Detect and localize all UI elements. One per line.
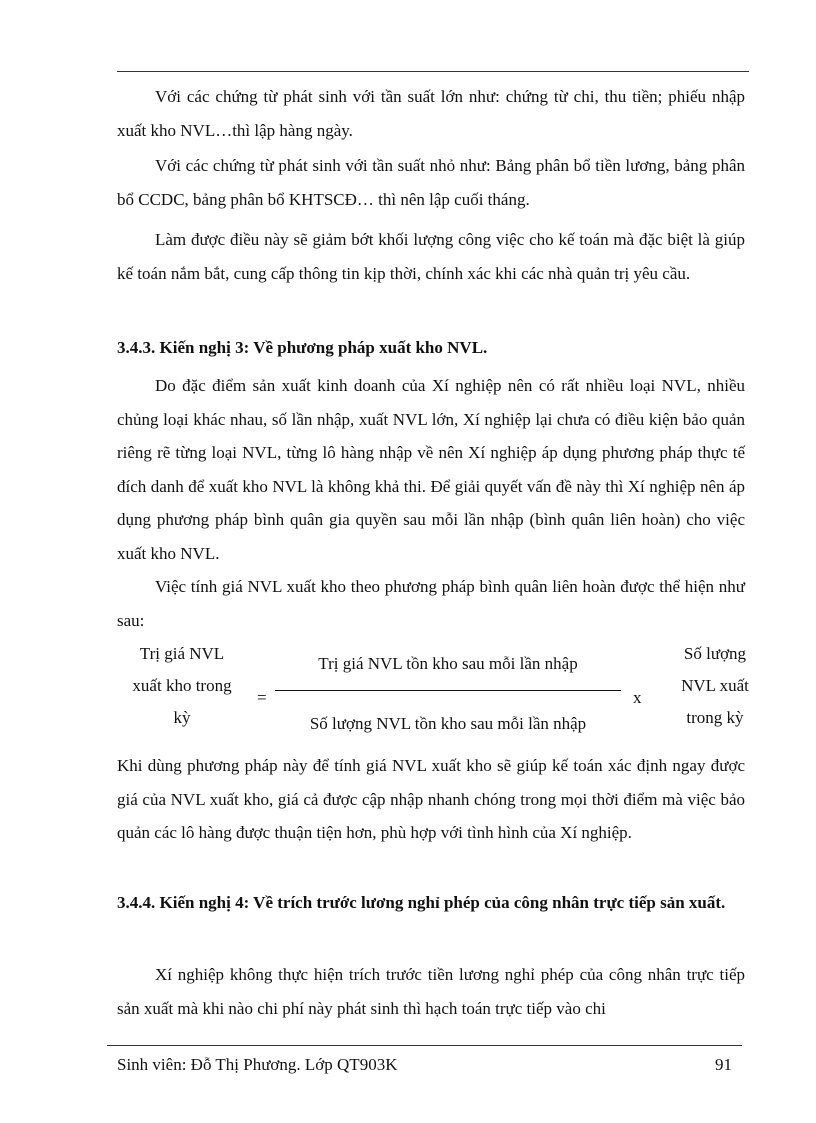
- formula-left-line: kỳ: [173, 708, 191, 727]
- footer-student: Sinh viên: Đỗ Thị Phương. Lớp QT903K: [117, 1055, 398, 1074]
- fraction-bar: [275, 690, 621, 691]
- formula-numerator: Trị giá NVL tồn kho sau mỗi lần nhập: [318, 654, 578, 673]
- footer-rule: [107, 1045, 742, 1046]
- formula-left-line: Trị giá NVL: [139, 644, 225, 663]
- formula-times: x: [633, 688, 642, 707]
- paragraph: Do đặc điểm sản xuất kinh doanh của Xí nghiệp nên có rất nhiều loại NVL, nhiều chủng loại khác nhau, số lần nhập, xuất NVL lớn, Xí nghiệp lại chưa có điều kiện bảo quản riêng rẽ từng loại NVL, từng lô hàng nhập về nên Xí nghiệp áp dụng phương pháp thực tế đích danh để xuất kho NVL là không khả thi. Để giải quyết vấn đề này thì Xí nghiệp nên áp dụng phương pháp bình quân gia quyền sau mỗi lần nhập (bình quân liên hoàn) cho việc xuất kho NVL.: [117, 376, 745, 563]
- formula-right-line: NVL xuất: [681, 676, 749, 695]
- page-footer: [117, 1055, 742, 1075]
- section-heading: 3.4.4. Kiến nghị 4: Về trích trước lương nghỉ phép của công nhân trực tiếp sản xuất.: [117, 893, 726, 912]
- formula-left-line: xuất kho trong: [132, 676, 232, 695]
- formula-right: [665, 638, 765, 734]
- page-number: 91: [715, 1055, 732, 1074]
- formula-left: [117, 638, 247, 734]
- section-heading: [117, 331, 745, 365]
- formula: [117, 636, 767, 740]
- paragraph: Khi dùng phương pháp này để tính giá NVL xuất kho sẽ giúp kế toán xác định ngay được giá của NVL xuất kho, giá cả được cập nhập nhanh chóng trong mọi thời điểm mà việc bảo quản các lô hàng được thuận tiện hơn, phù hợp với tình hình của Xí nghiệp.: [117, 756, 745, 842]
- formula-equals: =: [257, 688, 267, 707]
- heading-rest: : Về phương pháp xuất kho NVL.: [243, 338, 488, 357]
- paragraph: Xí nghiệp không thực hiện trích trước tiền lương nghỉ phép của công nhân trực tiếp sản xuất mà khi nào chi phí này phát sinh thì hạch toán trực tiếp vào chi: [117, 965, 745, 1018]
- formula-right-line: Số lượng: [683, 644, 747, 663]
- heading-prefix: 3.4.3. Kiến nghị 3: [117, 338, 244, 357]
- formula-denominator: Số lượng NVL tồn kho sau mỗi lần nhập: [309, 714, 587, 733]
- formula-right-line: trong kỳ: [686, 708, 744, 727]
- paragraph: Với các chứng từ phát sinh với tần suất nhỏ như: Bảng phân bổ tiền lương, bảng phân bổ CCDC, bảng phân bổ KHTSCĐ… thì nên lập cuối tháng.: [117, 156, 745, 209]
- paragraph: Với các chứng từ phát sinh với tần suất lớn như: chứng từ chi, thu tiền; phiếu nhập xuất kho NVL…thì lập hàng ngày.: [117, 87, 745, 140]
- header-rule: [117, 71, 749, 72]
- paragraph: Việc tính giá NVL xuất kho theo phương pháp bình quân liên hoàn được thể hiện như sau:: [117, 577, 745, 630]
- paragraph: Làm được điều này sẽ giảm bớt khối lượng công việc cho kế toán mà đặc biệt là giúp kế toán nắm bắt, cung cấp thông tin kịp thời, chính xác khi các nhà quản trị yêu cầu.: [117, 230, 745, 283]
